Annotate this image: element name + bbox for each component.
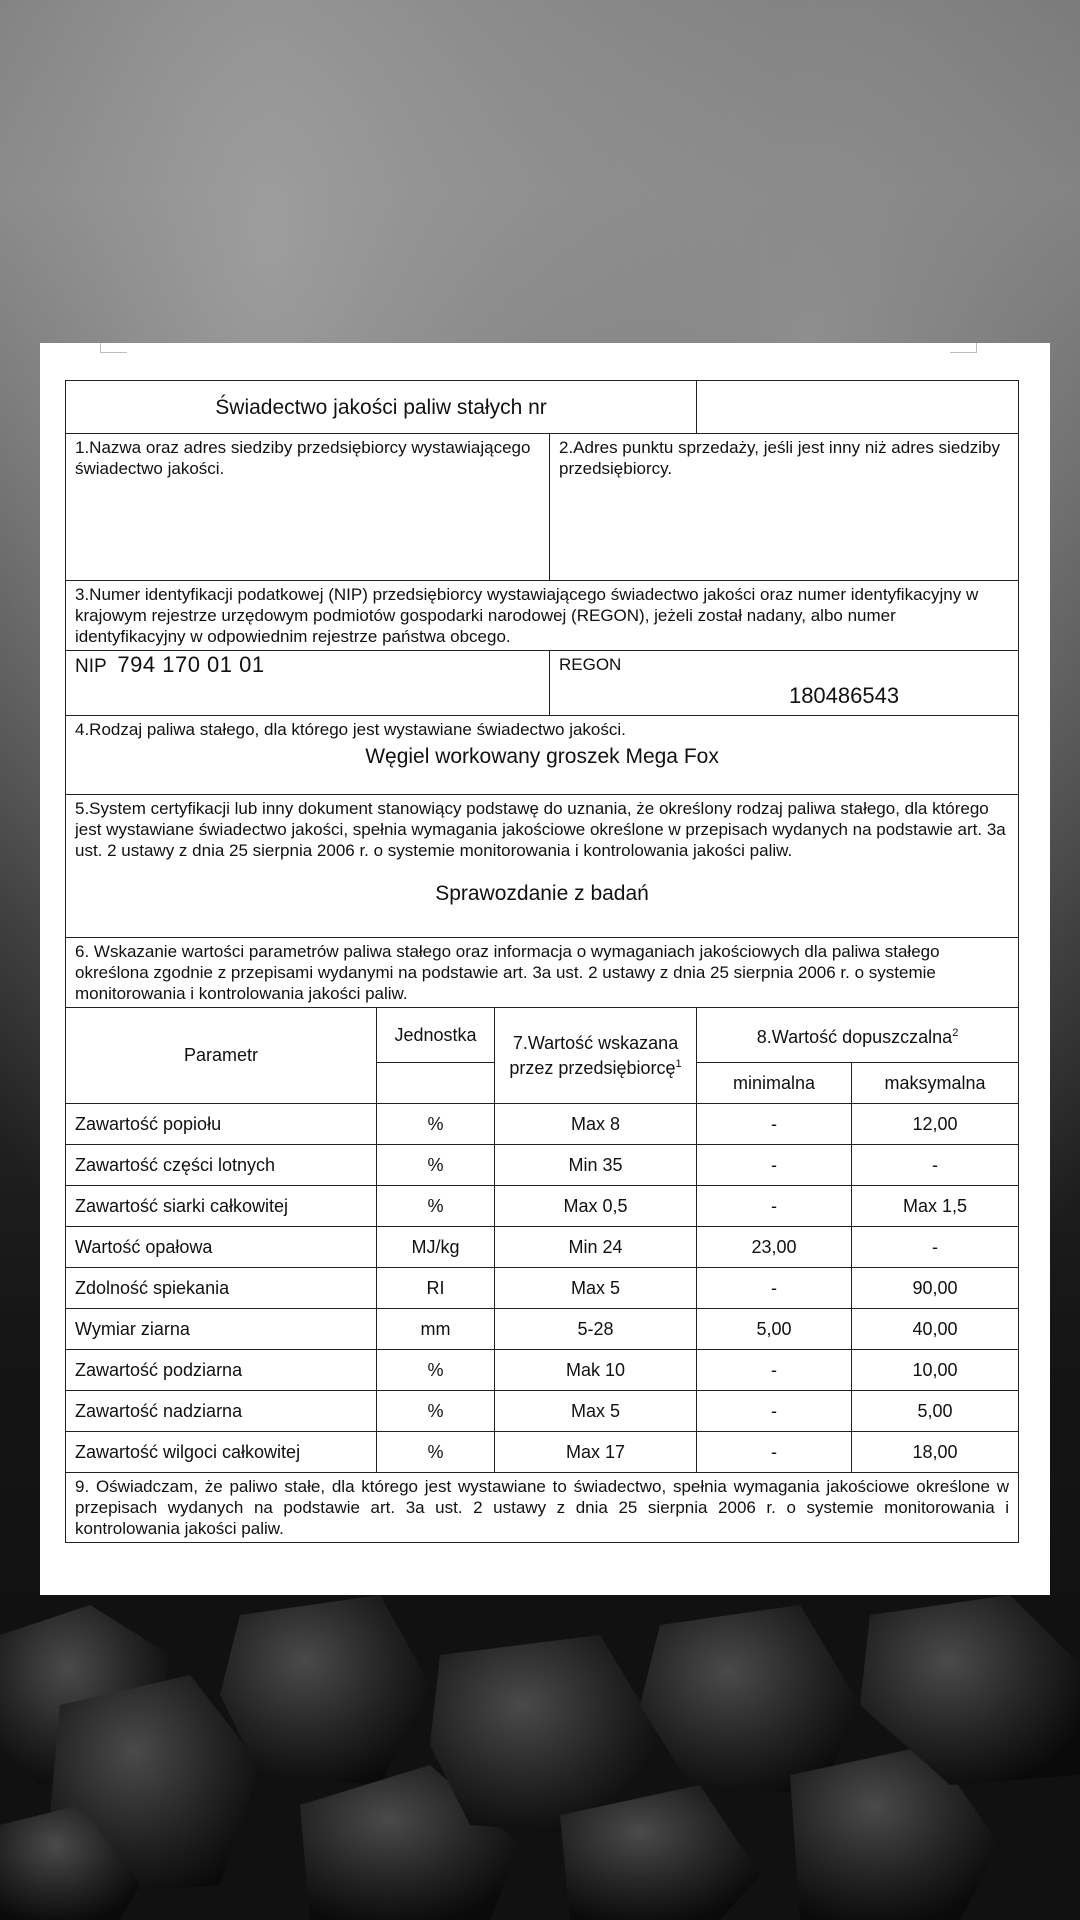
header-declared-text: 7.Wartość wskazana przez przedsiębiorcę — [509, 1032, 679, 1078]
parameter-name: Wymiar ziarna — [66, 1309, 377, 1350]
declared-value: Mak 10 — [495, 1350, 697, 1391]
parameter-name: Zawartość części lotnych — [66, 1145, 377, 1186]
page-corner-mark — [100, 343, 127, 353]
section-5-text: 5.System certyfikacji lub inny dokument stanowiący podstawę do uznania, że określony rodzaj paliwa stałego, dla którego jest wystawiane świadectwo jakości, spełnia wymagania jakościowe określone w przepisach wydanych na podstawie art. 3a ust. 2 ustawy z dnia 25 sierpnia 2006 r. o systemie monitorowania i kontrolowania jakości paliw. — [75, 799, 1006, 860]
table-row — [66, 1145, 1019, 1186]
header-maximum: maksymalna — [852, 1063, 1019, 1104]
certificate-table — [65, 380, 1019, 1543]
header-allowed-text: 8.Wartość dopuszczalna — [756, 1026, 953, 1047]
parameter-name: Zawartość podziarna — [66, 1350, 377, 1391]
regon-value: 180486543 — [788, 683, 900, 708]
coal-background — [0, 1595, 1080, 1920]
parameter-unit: RI — [377, 1268, 495, 1309]
certificate-title: Świadectwo jakości paliw stałych nr — [66, 381, 697, 434]
section-3-tax-ids: 3.Numer identyfikacji podatkowej (NIP) przedsiębiorcy wystawiającego świadectwo jakości oraz numer identyfikacyjny w krajowym rejestrze urzędowym podmiotów gospodarki narodowej (REGON), jeżeli został nadany, albo numer identyfikacyjny w odpowiednim rejestrze państwa obcego. — [66, 581, 1019, 651]
table-row — [66, 1268, 1019, 1309]
certificate-number — [697, 381, 1019, 434]
parameter-name: Zawartość wilgoci całkowitej — [66, 1432, 377, 1473]
header-allowed-value — [697, 1008, 1019, 1063]
minimum-value: - — [697, 1186, 852, 1227]
table-row — [66, 1309, 1019, 1350]
parameter-unit: % — [377, 1145, 495, 1186]
parameter-unit: % — [377, 1391, 495, 1432]
table-row — [66, 1227, 1019, 1268]
fuel-name: Węgiel workowany groszek Mega Fox — [365, 745, 719, 768]
declared-value: Max 8 — [495, 1104, 697, 1145]
section-2-sales-address: 2.Adres punktu sprzedaży, jeśli jest inny niż adres siedziby przedsiębiorcy. — [550, 434, 1019, 581]
table-row — [66, 1104, 1019, 1145]
header-unit-blank — [377, 1063, 495, 1104]
maximum-value: 18,00 — [852, 1432, 1019, 1473]
declared-value: Min 35 — [495, 1145, 697, 1186]
maximum-value: 10,00 — [852, 1350, 1019, 1391]
section-9-declaration: 9. Oświadczam, że paliwo stałe, dla którego jest wystawiane to świadectwo, spełnia wymagania jakościowe określone w przepisach wydanych na podstawie art. 3a ust. 2 ustawy z dnia 25 sierpnia 2006 r. o systemie monitorowania i kontrolowania jakości paliw. — [66, 1473, 1019, 1543]
nip-label: NIP — [75, 656, 107, 677]
maximum-value: - — [852, 1227, 1019, 1268]
parameter-name: Zawartość popiołu — [66, 1104, 377, 1145]
maximum-value: 5,00 — [852, 1391, 1019, 1432]
regon-label: REGON — [559, 655, 622, 674]
parameter-name: Zdolność spiekania — [66, 1268, 377, 1309]
minimum-value: - — [697, 1104, 852, 1145]
minimum-value: - — [697, 1432, 852, 1473]
footnote-2-marker: 2 — [952, 1026, 959, 1039]
section-4-label: 4.Rodzaj paliwa stałego, dla którego jest wystawiane świadectwo jakości. — [75, 720, 626, 739]
parameter-unit: % — [377, 1350, 495, 1391]
section-6-parameters-info: 6. Wskazanie wartości parametrów paliwa stałego oraz informacja o wymaganiach jakościowych dla paliwa stałego określona zgodnie z przepisami wydanymi na podstawie art. 3a ust. 2 ustawy z dnia 25 sierpnia 2006 r. o systemie monitorowania i kontrolowania jakości paliw. — [66, 938, 1019, 1008]
declared-value: 5-28 — [495, 1309, 697, 1350]
parameter-rows — [66, 1104, 1019, 1473]
parameter-unit: MJ/kg — [377, 1227, 495, 1268]
declared-value: Max 5 — [495, 1391, 697, 1432]
parameter-unit: % — [377, 1186, 495, 1227]
maximum-value: - — [852, 1145, 1019, 1186]
footnote-1-marker: 1 — [675, 1057, 682, 1070]
parameter-name: Wartość opałowa — [66, 1227, 377, 1268]
minimum-value: - — [697, 1145, 852, 1186]
page-corner-mark — [950, 343, 977, 353]
maximum-value: 12,00 — [852, 1104, 1019, 1145]
declared-value: Min 24 — [495, 1227, 697, 1268]
declared-value: Max 0,5 — [495, 1186, 697, 1227]
report-title: Sprawozdanie z badań — [435, 882, 649, 905]
section-5-certification — [66, 795, 1019, 938]
table-row — [66, 1391, 1019, 1432]
table-row — [66, 1186, 1019, 1227]
parameter-name: Zawartość nadziarna — [66, 1391, 377, 1432]
header-parameter: Parametr — [66, 1008, 377, 1104]
regon-cell — [550, 651, 1019, 716]
nip-value: 794 170 01 01 — [117, 652, 265, 677]
nip-cell — [66, 651, 550, 716]
declared-value: Max 17 — [495, 1432, 697, 1473]
table-row — [66, 1432, 1019, 1473]
maximum-value: 40,00 — [852, 1309, 1019, 1350]
minimum-value: - — [697, 1391, 852, 1432]
maximum-value: 90,00 — [852, 1268, 1019, 1309]
declared-value: Max 5 — [495, 1268, 697, 1309]
section-4-fuel-type — [66, 716, 1019, 795]
header-declared-value — [495, 1008, 697, 1104]
parameter-unit: % — [377, 1432, 495, 1473]
parameter-unit: mm — [377, 1309, 495, 1350]
minimum-value: - — [697, 1268, 852, 1309]
header-minimum: minimalna — [697, 1063, 852, 1104]
maximum-value: Max 1,5 — [852, 1186, 1019, 1227]
table-row — [66, 1350, 1019, 1391]
minimum-value: - — [697, 1350, 852, 1391]
parameter-unit: % — [377, 1104, 495, 1145]
section-1-seller-name: 1.Nazwa oraz adres siedziby przedsiębiorcy wystawiającego świadectwo jakości. — [66, 434, 550, 581]
parameter-name: Zawartość siarki całkowitej — [66, 1186, 377, 1227]
quality-certificate-document — [40, 343, 1050, 1595]
minimum-value: 5,00 — [697, 1309, 852, 1350]
header-unit: Jednostka — [377, 1008, 495, 1063]
minimum-value: 23,00 — [697, 1227, 852, 1268]
